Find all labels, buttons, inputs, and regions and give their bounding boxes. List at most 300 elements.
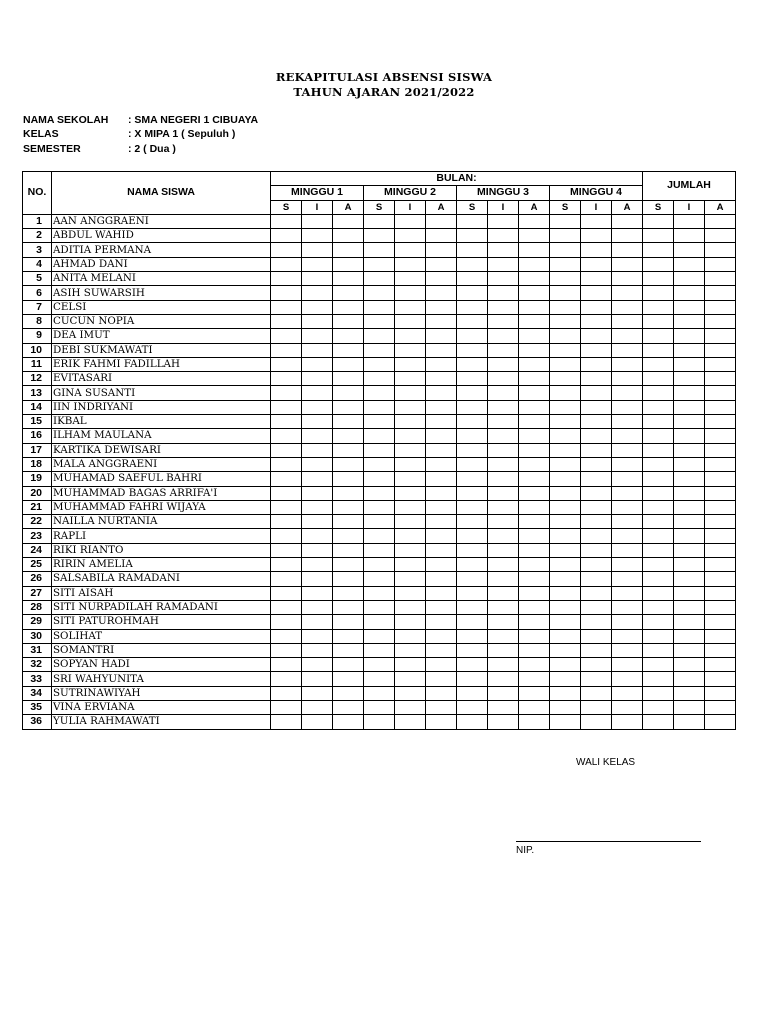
attendance-cell[interactable] — [457, 529, 488, 543]
attendance-cell[interactable] — [674, 586, 705, 600]
attendance-cell[interactable] — [612, 400, 643, 414]
attendance-cell[interactable] — [612, 343, 643, 357]
attendance-cell[interactable] — [333, 615, 364, 629]
attendance-cell[interactable] — [302, 343, 333, 357]
attendance-cell[interactable] — [302, 443, 333, 457]
attendance-cell[interactable] — [457, 515, 488, 529]
attendance-cell[interactable] — [395, 643, 426, 657]
attendance-cell[interactable] — [643, 300, 674, 314]
attendance-cell[interactable] — [395, 572, 426, 586]
attendance-cell[interactable] — [302, 529, 333, 543]
attendance-cell[interactable] — [333, 586, 364, 600]
attendance-cell[interactable] — [364, 486, 395, 500]
attendance-cell[interactable] — [612, 314, 643, 328]
attendance-cell[interactable] — [271, 572, 302, 586]
attendance-cell[interactable] — [271, 715, 302, 729]
attendance-cell[interactable] — [643, 543, 674, 557]
attendance-cell[interactable] — [705, 415, 736, 429]
attendance-cell[interactable] — [364, 286, 395, 300]
attendance-cell[interactable] — [364, 500, 395, 514]
attendance-cell[interactable] — [674, 672, 705, 686]
attendance-cell[interactable] — [302, 629, 333, 643]
attendance-cell[interactable] — [271, 386, 302, 400]
attendance-cell[interactable] — [674, 543, 705, 557]
attendance-cell[interactable] — [612, 372, 643, 386]
attendance-cell[interactable] — [550, 214, 581, 228]
attendance-cell[interactable] — [705, 257, 736, 271]
attendance-cell[interactable] — [674, 615, 705, 629]
attendance-cell[interactable] — [395, 515, 426, 529]
attendance-cell[interactable] — [674, 600, 705, 614]
attendance-cell[interactable] — [643, 586, 674, 600]
attendance-cell[interactable] — [302, 386, 333, 400]
attendance-cell[interactable] — [674, 629, 705, 643]
attendance-cell[interactable] — [271, 600, 302, 614]
attendance-cell[interactable] — [550, 629, 581, 643]
attendance-cell[interactable] — [395, 472, 426, 486]
attendance-cell[interactable] — [426, 457, 457, 471]
attendance-cell[interactable] — [426, 372, 457, 386]
attendance-cell[interactable] — [364, 314, 395, 328]
attendance-cell[interactable] — [488, 672, 519, 686]
attendance-cell[interactable] — [612, 672, 643, 686]
attendance-cell[interactable] — [581, 715, 612, 729]
attendance-cell[interactable] — [271, 529, 302, 543]
attendance-cell[interactable] — [364, 457, 395, 471]
attendance-cell[interactable] — [674, 529, 705, 543]
attendance-cell[interactable] — [333, 572, 364, 586]
attendance-cell[interactable] — [705, 558, 736, 572]
attendance-cell[interactable] — [519, 443, 550, 457]
attendance-cell[interactable] — [674, 500, 705, 514]
attendance-cell[interactable] — [581, 386, 612, 400]
attendance-cell[interactable] — [426, 658, 457, 672]
attendance-cell[interactable] — [550, 586, 581, 600]
attendance-cell[interactable] — [488, 272, 519, 286]
attendance-cell[interactable] — [302, 314, 333, 328]
attendance-cell[interactable] — [550, 372, 581, 386]
attendance-cell[interactable] — [302, 429, 333, 443]
attendance-cell[interactable] — [705, 443, 736, 457]
attendance-cell[interactable] — [550, 715, 581, 729]
attendance-cell[interactable] — [674, 372, 705, 386]
attendance-cell[interactable] — [457, 686, 488, 700]
attendance-cell[interactable] — [519, 615, 550, 629]
attendance-cell[interactable] — [271, 300, 302, 314]
attendance-cell[interactable] — [457, 243, 488, 257]
attendance-cell[interactable] — [271, 543, 302, 557]
attendance-cell[interactable] — [395, 615, 426, 629]
attendance-cell[interactable] — [519, 415, 550, 429]
attendance-cell[interactable] — [550, 329, 581, 343]
attendance-cell[interactable] — [488, 357, 519, 371]
attendance-cell[interactable] — [550, 529, 581, 543]
attendance-cell[interactable] — [519, 400, 550, 414]
attendance-cell[interactable] — [643, 343, 674, 357]
attendance-cell[interactable] — [488, 400, 519, 414]
attendance-cell[interactable] — [488, 515, 519, 529]
attendance-cell[interactable] — [364, 715, 395, 729]
attendance-cell[interactable] — [271, 429, 302, 443]
attendance-cell[interactable] — [643, 243, 674, 257]
attendance-cell[interactable] — [674, 472, 705, 486]
attendance-cell[interactable] — [488, 457, 519, 471]
attendance-cell[interactable] — [519, 257, 550, 271]
attendance-cell[interactable] — [271, 329, 302, 343]
attendance-cell[interactable] — [271, 700, 302, 714]
attendance-cell[interactable] — [643, 214, 674, 228]
attendance-cell[interactable] — [705, 243, 736, 257]
attendance-cell[interactable] — [581, 486, 612, 500]
attendance-cell[interactable] — [581, 443, 612, 457]
attendance-cell[interactable] — [302, 600, 333, 614]
attendance-cell[interactable] — [519, 600, 550, 614]
attendance-cell[interactable] — [519, 300, 550, 314]
attendance-cell[interactable] — [581, 629, 612, 643]
attendance-cell[interactable] — [705, 543, 736, 557]
attendance-cell[interactable] — [333, 486, 364, 500]
attendance-cell[interactable] — [550, 415, 581, 429]
attendance-cell[interactable] — [612, 515, 643, 529]
attendance-cell[interactable] — [488, 558, 519, 572]
attendance-cell[interactable] — [333, 472, 364, 486]
attendance-cell[interactable] — [643, 257, 674, 271]
attendance-cell[interactable] — [705, 229, 736, 243]
attendance-cell[interactable] — [333, 372, 364, 386]
attendance-cell[interactable] — [395, 400, 426, 414]
attendance-cell[interactable] — [674, 429, 705, 443]
attendance-cell[interactable] — [426, 286, 457, 300]
attendance-cell[interactable] — [426, 586, 457, 600]
attendance-cell[interactable] — [271, 214, 302, 228]
attendance-cell[interactable] — [488, 543, 519, 557]
attendance-cell[interactable] — [705, 286, 736, 300]
attendance-cell[interactable] — [488, 486, 519, 500]
attendance-cell[interactable] — [550, 558, 581, 572]
attendance-cell[interactable] — [674, 700, 705, 714]
attendance-cell[interactable] — [488, 615, 519, 629]
attendance-cell[interactable] — [271, 314, 302, 328]
attendance-cell[interactable] — [674, 658, 705, 672]
attendance-cell[interactable] — [426, 529, 457, 543]
attendance-cell[interactable] — [333, 286, 364, 300]
attendance-cell[interactable] — [333, 700, 364, 714]
attendance-cell[interactable] — [488, 386, 519, 400]
attendance-cell[interactable] — [612, 558, 643, 572]
attendance-cell[interactable] — [457, 286, 488, 300]
attendance-cell[interactable] — [705, 214, 736, 228]
attendance-cell[interactable] — [643, 572, 674, 586]
attendance-cell[interactable] — [271, 357, 302, 371]
attendance-cell[interactable] — [333, 214, 364, 228]
attendance-cell[interactable] — [302, 415, 333, 429]
attendance-cell[interactable] — [612, 415, 643, 429]
attendance-cell[interactable] — [612, 472, 643, 486]
attendance-cell[interactable] — [395, 529, 426, 543]
attendance-cell[interactable] — [364, 415, 395, 429]
attendance-cell[interactable] — [457, 700, 488, 714]
attendance-cell[interactable] — [705, 700, 736, 714]
attendance-cell[interactable] — [364, 229, 395, 243]
attendance-cell[interactable] — [364, 558, 395, 572]
attendance-cell[interactable] — [674, 686, 705, 700]
attendance-cell[interactable] — [302, 572, 333, 586]
attendance-cell[interactable] — [612, 686, 643, 700]
attendance-cell[interactable] — [674, 214, 705, 228]
attendance-cell[interactable] — [488, 300, 519, 314]
attendance-cell[interactable] — [519, 329, 550, 343]
attendance-cell[interactable] — [364, 700, 395, 714]
attendance-cell[interactable] — [488, 314, 519, 328]
attendance-cell[interactable] — [364, 257, 395, 271]
attendance-cell[interactable] — [705, 643, 736, 657]
attendance-cell[interactable] — [674, 415, 705, 429]
attendance-cell[interactable] — [302, 658, 333, 672]
attendance-cell[interactable] — [395, 329, 426, 343]
attendance-cell[interactable] — [581, 257, 612, 271]
attendance-cell[interactable] — [550, 357, 581, 371]
attendance-cell[interactable] — [395, 600, 426, 614]
attendance-cell[interactable] — [519, 429, 550, 443]
attendance-cell[interactable] — [271, 415, 302, 429]
attendance-cell[interactable] — [612, 600, 643, 614]
attendance-cell[interactable] — [581, 272, 612, 286]
attendance-cell[interactable] — [302, 329, 333, 343]
attendance-cell[interactable] — [519, 214, 550, 228]
attendance-cell[interactable] — [519, 372, 550, 386]
attendance-cell[interactable] — [643, 272, 674, 286]
attendance-cell[interactable] — [457, 629, 488, 643]
attendance-cell[interactable] — [457, 486, 488, 500]
attendance-cell[interactable] — [457, 314, 488, 328]
attendance-cell[interactable] — [333, 457, 364, 471]
attendance-cell[interactable] — [426, 615, 457, 629]
attendance-cell[interactable] — [395, 586, 426, 600]
attendance-cell[interactable] — [333, 343, 364, 357]
attendance-cell[interactable] — [643, 486, 674, 500]
attendance-cell[interactable] — [395, 214, 426, 228]
attendance-cell[interactable] — [426, 243, 457, 257]
attendance-cell[interactable] — [488, 229, 519, 243]
attendance-cell[interactable] — [364, 529, 395, 543]
attendance-cell[interactable] — [581, 572, 612, 586]
attendance-cell[interactable] — [581, 515, 612, 529]
attendance-cell[interactable] — [302, 457, 333, 471]
attendance-cell[interactable] — [271, 558, 302, 572]
attendance-cell[interactable] — [395, 457, 426, 471]
attendance-cell[interactable] — [643, 357, 674, 371]
attendance-cell[interactable] — [457, 572, 488, 586]
attendance-cell[interactable] — [488, 243, 519, 257]
attendance-cell[interactable] — [581, 586, 612, 600]
attendance-cell[interactable] — [302, 615, 333, 629]
attendance-cell[interactable] — [674, 400, 705, 414]
attendance-cell[interactable] — [581, 500, 612, 514]
attendance-cell[interactable] — [705, 715, 736, 729]
attendance-cell[interactable] — [426, 272, 457, 286]
attendance-cell[interactable] — [612, 386, 643, 400]
attendance-cell[interactable] — [550, 443, 581, 457]
attendance-cell[interactable] — [395, 300, 426, 314]
attendance-cell[interactable] — [674, 286, 705, 300]
attendance-cell[interactable] — [581, 429, 612, 443]
attendance-cell[interactable] — [333, 300, 364, 314]
attendance-cell[interactable] — [550, 272, 581, 286]
attendance-cell[interactable] — [550, 700, 581, 714]
attendance-cell[interactable] — [643, 629, 674, 643]
attendance-cell[interactable] — [581, 615, 612, 629]
attendance-cell[interactable] — [581, 472, 612, 486]
attendance-cell[interactable] — [333, 643, 364, 657]
attendance-cell[interactable] — [395, 558, 426, 572]
attendance-cell[interactable] — [488, 500, 519, 514]
attendance-cell[interactable] — [705, 572, 736, 586]
attendance-cell[interactable] — [364, 672, 395, 686]
attendance-cell[interactable] — [705, 472, 736, 486]
attendance-cell[interactable] — [643, 686, 674, 700]
attendance-cell[interactable] — [426, 500, 457, 514]
attendance-cell[interactable] — [550, 457, 581, 471]
attendance-cell[interactable] — [612, 658, 643, 672]
attendance-cell[interactable] — [426, 572, 457, 586]
attendance-cell[interactable] — [426, 515, 457, 529]
attendance-cell[interactable] — [643, 457, 674, 471]
attendance-cell[interactable] — [426, 672, 457, 686]
attendance-cell[interactable] — [302, 372, 333, 386]
attendance-cell[interactable] — [705, 615, 736, 629]
attendance-cell[interactable] — [550, 472, 581, 486]
attendance-cell[interactable] — [457, 600, 488, 614]
attendance-cell[interactable] — [271, 343, 302, 357]
attendance-cell[interactable] — [426, 400, 457, 414]
attendance-cell[interactable] — [364, 400, 395, 414]
attendance-cell[interactable] — [550, 572, 581, 586]
attendance-cell[interactable] — [612, 357, 643, 371]
attendance-cell[interactable] — [705, 529, 736, 543]
attendance-cell[interactable] — [395, 272, 426, 286]
attendance-cell[interactable] — [643, 615, 674, 629]
attendance-cell[interactable] — [674, 443, 705, 457]
attendance-cell[interactable] — [302, 272, 333, 286]
attendance-cell[interactable] — [364, 643, 395, 657]
attendance-cell[interactable] — [674, 558, 705, 572]
attendance-cell[interactable] — [271, 615, 302, 629]
attendance-cell[interactable] — [488, 529, 519, 543]
attendance-cell[interactable] — [519, 629, 550, 643]
attendance-cell[interactable] — [302, 486, 333, 500]
attendance-cell[interactable] — [581, 658, 612, 672]
attendance-cell[interactable] — [612, 429, 643, 443]
attendance-cell[interactable] — [674, 257, 705, 271]
attendance-cell[interactable] — [674, 572, 705, 586]
attendance-cell[interactable] — [581, 243, 612, 257]
attendance-cell[interactable] — [643, 400, 674, 414]
attendance-cell[interactable] — [426, 700, 457, 714]
attendance-cell[interactable] — [643, 515, 674, 529]
attendance-cell[interactable] — [550, 429, 581, 443]
attendance-cell[interactable] — [488, 715, 519, 729]
attendance-cell[interactable] — [643, 672, 674, 686]
attendance-cell[interactable] — [519, 686, 550, 700]
attendance-cell[interactable] — [519, 715, 550, 729]
attendance-cell[interactable] — [612, 300, 643, 314]
attendance-cell[interactable] — [333, 715, 364, 729]
attendance-cell[interactable] — [581, 357, 612, 371]
attendance-cell[interactable] — [488, 257, 519, 271]
attendance-cell[interactable] — [426, 300, 457, 314]
attendance-cell[interactable] — [333, 600, 364, 614]
attendance-cell[interactable] — [333, 243, 364, 257]
attendance-cell[interactable] — [426, 314, 457, 328]
attendance-cell[interactable] — [643, 372, 674, 386]
attendance-cell[interactable] — [426, 643, 457, 657]
attendance-cell[interactable] — [333, 257, 364, 271]
attendance-cell[interactable] — [581, 686, 612, 700]
attendance-cell[interactable] — [333, 672, 364, 686]
attendance-cell[interactable] — [581, 700, 612, 714]
attendance-cell[interactable] — [271, 629, 302, 643]
attendance-cell[interactable] — [364, 515, 395, 529]
attendance-cell[interactable] — [674, 357, 705, 371]
attendance-cell[interactable] — [395, 429, 426, 443]
attendance-cell[interactable] — [705, 357, 736, 371]
attendance-cell[interactable] — [457, 357, 488, 371]
attendance-cell[interactable] — [519, 357, 550, 371]
attendance-cell[interactable] — [271, 257, 302, 271]
attendance-cell[interactable] — [457, 643, 488, 657]
attendance-cell[interactable] — [271, 672, 302, 686]
attendance-cell[interactable] — [550, 515, 581, 529]
attendance-cell[interactable] — [302, 558, 333, 572]
attendance-cell[interactable] — [612, 272, 643, 286]
attendance-cell[interactable] — [395, 686, 426, 700]
attendance-cell[interactable] — [674, 486, 705, 500]
attendance-cell[interactable] — [333, 686, 364, 700]
attendance-cell[interactable] — [519, 229, 550, 243]
attendance-cell[interactable] — [426, 257, 457, 271]
attendance-cell[interactable] — [488, 643, 519, 657]
attendance-cell[interactable] — [550, 400, 581, 414]
attendance-cell[interactable] — [705, 343, 736, 357]
attendance-cell[interactable] — [457, 257, 488, 271]
attendance-cell[interactable] — [581, 214, 612, 228]
attendance-cell[interactable] — [643, 600, 674, 614]
attendance-cell[interactable] — [674, 457, 705, 471]
attendance-cell[interactable] — [550, 500, 581, 514]
attendance-cell[interactable] — [457, 715, 488, 729]
attendance-cell[interactable] — [457, 329, 488, 343]
attendance-cell[interactable] — [488, 658, 519, 672]
attendance-cell[interactable] — [364, 572, 395, 586]
attendance-cell[interactable] — [519, 515, 550, 529]
attendance-cell[interactable] — [395, 486, 426, 500]
attendance-cell[interactable] — [271, 658, 302, 672]
attendance-cell[interactable] — [488, 586, 519, 600]
attendance-cell[interactable] — [550, 257, 581, 271]
attendance-cell[interactable] — [643, 558, 674, 572]
attendance-cell[interactable] — [674, 229, 705, 243]
attendance-cell[interactable] — [550, 543, 581, 557]
attendance-cell[interactable] — [705, 515, 736, 529]
attendance-cell[interactable] — [457, 586, 488, 600]
attendance-cell[interactable] — [488, 472, 519, 486]
attendance-cell[interactable] — [271, 443, 302, 457]
attendance-cell[interactable] — [612, 214, 643, 228]
attendance-cell[interactable] — [612, 529, 643, 543]
attendance-cell[interactable] — [457, 472, 488, 486]
attendance-cell[interactable] — [364, 543, 395, 557]
attendance-cell[interactable] — [333, 443, 364, 457]
